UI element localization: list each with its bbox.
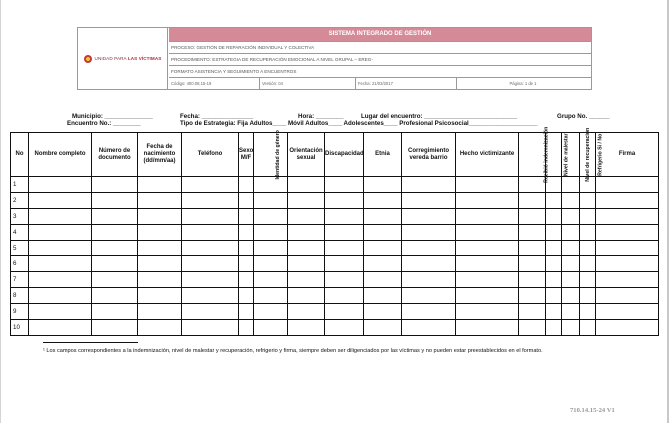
table-cell[interactable] — [29, 192, 92, 208]
table-row — [11, 208, 659, 224]
col-header-etnia: Etnia — [364, 133, 402, 177]
table-cell[interactable] — [519, 288, 546, 304]
logo-prefix: UNIDAD PARA — [94, 56, 127, 61]
table-cell[interactable] — [92, 256, 138, 272]
table-cell[interactable] — [546, 272, 562, 288]
grupo-field: Grupo No. ______ — [557, 113, 610, 120]
col-header-hecho: Hecho victimizante — [456, 133, 519, 177]
table-cell[interactable] — [92, 192, 138, 208]
table-cell[interactable] — [288, 192, 325, 208]
table-row — [11, 320, 659, 336]
table-cell[interactable] — [546, 208, 562, 224]
table-cell[interactable] — [580, 240, 596, 256]
table-row — [11, 272, 659, 288]
table-cell[interactable] — [596, 304, 659, 320]
table-cell[interactable] — [562, 208, 580, 224]
table-cell[interactable] — [254, 177, 288, 193]
table-cell[interactable] — [364, 272, 402, 288]
tipo-estrategia-field: Tipo de Estrategia: Fija Adultos____ Móvil Adultos____ Adolescentes____ Profesional Psicosocial____________________ — [180, 120, 538, 127]
table-cell[interactable] — [239, 256, 254, 272]
table-cell[interactable] — [456, 288, 519, 304]
table-cell[interactable] — [92, 240, 138, 256]
table-cell[interactable] — [92, 224, 138, 240]
row-number: 2 — [11, 192, 29, 208]
table-cell[interactable] — [364, 177, 402, 193]
col-header-firma: Firma — [596, 133, 659, 177]
table-cell[interactable] — [519, 272, 546, 288]
table-cell[interactable] — [456, 240, 519, 256]
table-cell[interactable] — [562, 192, 580, 208]
table-cell[interactable] — [182, 240, 239, 256]
doc-code-cell: Código: 400.08,15-19 — [171, 81, 212, 86]
recibio-label: Recibió indemnización — [543, 126, 550, 183]
table-cell[interactable] — [596, 288, 659, 304]
table-cell[interactable] — [182, 272, 239, 288]
table-cell[interactable] — [29, 208, 92, 224]
table-cell[interactable] — [456, 177, 519, 193]
table-cell[interactable] — [138, 256, 182, 272]
table-cell[interactable] — [288, 320, 325, 336]
table-cell[interactable] — [182, 177, 239, 193]
table-cell[interactable] — [29, 288, 92, 304]
table-cell[interactable] — [182, 208, 239, 224]
table-cell[interactable] — [580, 224, 596, 240]
table-cell[interactable] — [519, 320, 546, 336]
table-cell[interactable] — [182, 256, 239, 272]
table-cell[interactable] — [364, 288, 402, 304]
table-cell[interactable] — [92, 320, 138, 336]
table-cell[interactable] — [519, 177, 546, 193]
table-row — [11, 177, 659, 193]
nivel-malestar-label: Nivel de malestar — [563, 133, 570, 177]
table-cell[interactable] — [456, 208, 519, 224]
table-row — [11, 192, 659, 208]
col-header-no: No — [11, 133, 29, 177]
table-cell[interactable] — [364, 208, 402, 224]
table-cell[interactable] — [239, 192, 254, 208]
table-cell[interactable] — [546, 320, 562, 336]
col-header-recibio — [519, 126, 550, 183]
table-cell[interactable] — [596, 192, 659, 208]
table-cell[interactable] — [562, 224, 580, 240]
table-cell[interactable] — [182, 224, 239, 240]
table-cell[interactable] — [580, 288, 596, 304]
table-cell[interactable] — [562, 304, 580, 320]
table-row — [11, 288, 659, 304]
table-cell[interactable] — [580, 304, 596, 320]
table-cell[interactable] — [364, 192, 402, 208]
table-cell[interactable] — [29, 224, 92, 240]
table-cell[interactable] — [325, 240, 364, 256]
table-cell[interactable] — [239, 272, 254, 288]
table-cell[interactable] — [254, 256, 288, 272]
row-number: 5 — [11, 240, 29, 256]
table-cell[interactable] — [239, 177, 254, 193]
table-cell[interactable] — [182, 288, 239, 304]
table-cell[interactable] — [456, 192, 519, 208]
attendance-table — [10, 126, 659, 336]
table-cell[interactable] — [254, 304, 288, 320]
table-cell[interactable] — [325, 288, 364, 304]
table-cell[interactable] — [546, 240, 562, 256]
table-cell[interactable] — [519, 304, 546, 320]
table-cell[interactable] — [239, 240, 254, 256]
table-cell[interactable] — [254, 208, 288, 224]
table-cell[interactable] — [138, 272, 182, 288]
document-code: 710.14.15-24 V1 — [570, 407, 615, 414]
table-cell[interactable] — [138, 240, 182, 256]
encuentro-field: Encuentro No.: ________ — [67, 120, 141, 127]
table-cell[interactable] — [364, 320, 402, 336]
organization-logo — [78, 28, 168, 89]
col-header-discapacidad: Discapacidad — [325, 133, 364, 177]
table-cell[interactable] — [546, 192, 562, 208]
table-cell[interactable] — [92, 304, 138, 320]
table-cell[interactable] — [239, 304, 254, 320]
table-cell[interactable] — [456, 320, 519, 336]
table-cell[interactable] — [29, 304, 92, 320]
table-cell[interactable] — [288, 272, 325, 288]
table-cell[interactable] — [182, 320, 239, 336]
table-cell[interactable] — [138, 288, 182, 304]
table-cell[interactable] — [325, 320, 364, 336]
table-cell[interactable] — [596, 177, 659, 193]
table-cell[interactable] — [138, 192, 182, 208]
table-cell[interactable] — [562, 272, 580, 288]
document-header — [77, 27, 592, 90]
table-cell[interactable] — [546, 256, 562, 272]
table-cell[interactable] — [325, 272, 364, 288]
table-cell[interactable] — [402, 224, 456, 240]
table-cell[interactable] — [254, 224, 288, 240]
table-cell[interactable] — [402, 272, 456, 288]
table-cell[interactable] — [456, 304, 519, 320]
table-cell[interactable] — [562, 177, 580, 193]
table-cell[interactable] — [402, 256, 456, 272]
table-cell[interactable] — [562, 288, 580, 304]
table-cell[interactable] — [456, 272, 519, 288]
table-cell[interactable] — [580, 192, 596, 208]
col-header-corregimiento: Corregimiento vereda barrio — [402, 133, 456, 177]
table-cell[interactable] — [29, 256, 92, 272]
table-cell[interactable] — [519, 256, 546, 272]
table-cell[interactable] — [29, 320, 92, 336]
table-cell[interactable] — [562, 320, 580, 336]
table-cell[interactable] — [325, 192, 364, 208]
table-cell[interactable] — [402, 288, 456, 304]
table-cell[interactable] — [562, 240, 580, 256]
table-cell[interactable] — [402, 192, 456, 208]
table-cell[interactable] — [364, 304, 402, 320]
table-cell[interactable] — [402, 177, 456, 193]
row-number: 4 — [11, 224, 29, 240]
table-cell[interactable] — [254, 320, 288, 336]
table-cell[interactable] — [288, 224, 325, 240]
municipio-field: Municipio: ______________ — [72, 113, 153, 120]
row-number: 9 — [11, 304, 29, 320]
table-row — [11, 224, 659, 240]
table-cell[interactable] — [596, 208, 659, 224]
identidad-genero-label: Identidad de género — [274, 130, 281, 180]
fecha-field: Fecha: _______________ — [180, 113, 254, 120]
table-cell[interactable] — [29, 272, 92, 288]
table-header-row — [11, 133, 659, 177]
table-cell[interactable] — [239, 320, 254, 336]
col-header-identidad-genero — [254, 130, 288, 180]
refrigerio-label: Refrigerio Si / No — [597, 133, 604, 176]
row-number: 8 — [11, 288, 29, 304]
table-cell[interactable] — [596, 224, 659, 240]
hora-field: Hora: ________ — [298, 113, 344, 120]
table-cell[interactable] — [29, 177, 92, 193]
system-title: SISTEMA INTEGRADO DE GESTIÓN — [169, 28, 591, 41]
table-cell[interactable] — [254, 272, 288, 288]
table-cell[interactable] — [546, 304, 562, 320]
table-cell[interactable] — [402, 320, 456, 336]
table-row — [11, 256, 659, 272]
format-line: FORMATO ASISTENCIA Y SEGUIMIENTO A ENCUENTROS — [169, 65, 591, 77]
table-cell[interactable] — [456, 224, 519, 240]
col-header-orientacion: Orientación sexual — [288, 133, 325, 177]
table-cell[interactable] — [288, 288, 325, 304]
table-cell[interactable] — [92, 272, 138, 288]
logo-text — [95, 56, 162, 61]
table-cell[interactable] — [519, 224, 546, 240]
emblem-icon — [84, 55, 92, 63]
logo-brand: LAS VÍCTIMAS — [127, 56, 162, 61]
table-cell[interactable] — [580, 272, 596, 288]
row-number: 10 — [11, 320, 29, 336]
table-cell[interactable] — [92, 177, 138, 193]
table-cell[interactable] — [239, 224, 254, 240]
table-cell[interactable] — [239, 288, 254, 304]
table-cell[interactable] — [182, 192, 239, 208]
table-cell[interactable] — [325, 304, 364, 320]
table-cell[interactable] — [254, 288, 288, 304]
table-cell[interactable] — [288, 240, 325, 256]
page-edge-left — [0, 0, 1, 423]
table-cell[interactable] — [596, 256, 659, 272]
table-cell[interactable] — [138, 304, 182, 320]
table-cell[interactable] — [580, 320, 596, 336]
table-body — [11, 177, 659, 336]
col-header-nombre: Nombre completo — [29, 133, 92, 177]
table-cell[interactable] — [138, 224, 182, 240]
date-cell: Fecha: 21/03/2017 — [358, 81, 393, 86]
table-cell[interactable] — [288, 304, 325, 320]
table-cell[interactable] — [519, 240, 546, 256]
table-cell[interactable] — [580, 208, 596, 224]
col-header-fecha-nacimiento: Fecha de nacimiento (dd/mm/aa) — [138, 133, 182, 177]
table-cell[interactable] — [580, 256, 596, 272]
page-cell: Página: 1 de 1 — [509, 81, 537, 86]
table-cell[interactable] — [182, 304, 239, 320]
table-cell[interactable] — [562, 256, 580, 272]
table-cell[interactable] — [325, 177, 364, 193]
table-cell[interactable] — [239, 208, 254, 224]
row-number: 3 — [11, 208, 29, 224]
table-cell[interactable] — [138, 177, 182, 193]
version-cell: Versión: 04 — [262, 81, 283, 86]
table-cell[interactable] — [288, 208, 325, 224]
process-line: PROCESO: GESTIÓN DE REPARACIÓN INDIVIDUAL Y COLECTIVA — [169, 41, 591, 53]
table-cell[interactable] — [402, 240, 456, 256]
col-header-sexo: Sexo M/F — [239, 133, 254, 177]
footnote: ¹ Los campos correspondientes a la indemnización, nivel de malestar y recuperación, refrigerio y firma, siempre deben ser diligenciados por las víctimas y no pueden estar preestablecidos en el formato. — [43, 348, 543, 354]
table-cell[interactable] — [364, 256, 402, 272]
table-cell[interactable] — [519, 192, 546, 208]
table-cell[interactable] — [402, 208, 456, 224]
table-cell[interactable] — [288, 177, 325, 193]
table-cell[interactable] — [138, 208, 182, 224]
table-cell[interactable] — [402, 304, 456, 320]
table-row — [11, 240, 659, 256]
table-cell[interactable] — [519, 208, 546, 224]
table-cell[interactable] — [92, 288, 138, 304]
table-cell[interactable] — [92, 208, 138, 224]
procedure-line: PROCEDIMIENTO: ESTRATEGIA DE RECUPERACIÓN EMOCIONAL A NIVEL GRUPAL – EREG- — [169, 53, 591, 65]
table-cell[interactable] — [254, 240, 288, 256]
table-cell[interactable] — [456, 256, 519, 272]
row-number: 7 — [11, 272, 29, 288]
table-cell[interactable] — [364, 240, 402, 256]
table-cell[interactable] — [325, 256, 364, 272]
row-number: 1 — [11, 177, 29, 193]
table-cell[interactable] — [325, 224, 364, 240]
table-cell[interactable] — [288, 256, 325, 272]
table-row — [11, 304, 659, 320]
col-header-telefono: Teléfono — [182, 133, 239, 177]
lugar-field: Lugar del encuentro: ___________________________ — [361, 113, 518, 120]
header-meta-row — [169, 77, 591, 89]
nivel-recuperacion-label: Nivel de recuperación — [585, 127, 592, 182]
table-cell[interactable] — [596, 240, 659, 256]
col-header-numero-documento: Número de documento — [92, 133, 138, 177]
table-cell[interactable] — [364, 224, 402, 240]
table-cell[interactable] — [138, 320, 182, 336]
row-number: 6 — [11, 256, 29, 272]
table-cell[interactable] — [29, 240, 92, 256]
table-cell[interactable] — [254, 192, 288, 208]
table-cell[interactable] — [596, 320, 659, 336]
footnote-separator — [43, 342, 138, 343]
table-cell[interactable] — [325, 208, 364, 224]
table-cell[interactable] — [546, 224, 562, 240]
table-cell[interactable] — [546, 288, 562, 304]
table-cell[interactable] — [596, 272, 659, 288]
